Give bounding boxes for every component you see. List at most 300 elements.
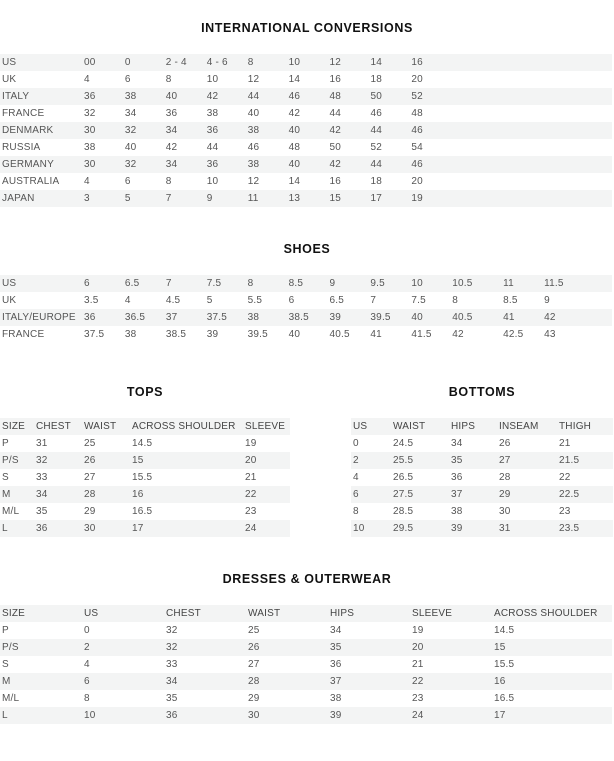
row-label: RUSSIA bbox=[2, 142, 41, 153]
table-cell: 42 bbox=[328, 156, 369, 173]
table-cell: 42 bbox=[205, 88, 246, 105]
table-cell: 10 bbox=[409, 275, 450, 292]
table-row bbox=[0, 309, 612, 326]
table-cell: 11 bbox=[501, 275, 542, 292]
table-row bbox=[351, 486, 613, 503]
table-cell: 32 bbox=[123, 156, 164, 173]
table-cell: 4 bbox=[83, 74, 90, 85]
table-cell: 38.5 bbox=[287, 309, 328, 326]
table-cell: 28 bbox=[82, 486, 130, 503]
column-header: US bbox=[351, 418, 391, 435]
row-label: ITALY bbox=[0, 88, 82, 105]
table-cell: 27.5 bbox=[391, 486, 449, 503]
table-cell: 18 bbox=[370, 176, 382, 187]
table-cell: 4.5 bbox=[165, 295, 181, 306]
table-cell: 10 bbox=[206, 74, 219, 85]
table-cell: 36.5 bbox=[123, 309, 164, 326]
table-cell: 32 bbox=[123, 122, 164, 139]
table-cell: 17 bbox=[492, 707, 612, 724]
table-cell: 22 bbox=[410, 673, 492, 690]
table-cell: 19 bbox=[409, 190, 612, 207]
table-row bbox=[0, 105, 612, 122]
table-cell: 35 bbox=[449, 452, 497, 469]
bottoms-table bbox=[351, 418, 613, 537]
table-cell: 6 bbox=[124, 176, 131, 187]
table-cell: 36 bbox=[82, 309, 123, 326]
table-cell: 39.5 bbox=[368, 309, 409, 326]
table-cell: 50 bbox=[329, 142, 342, 153]
table-cell: 13 bbox=[287, 190, 328, 207]
table-cell: 41 bbox=[370, 329, 382, 340]
table-row bbox=[0, 292, 612, 309]
table-cell: 38 bbox=[246, 156, 287, 173]
table-cell: 35 bbox=[328, 639, 410, 656]
table-cell: 40.5 bbox=[329, 329, 350, 340]
column-header: ACROSS SHOULDER bbox=[492, 605, 612, 622]
table-cell: 7.5 bbox=[205, 275, 246, 292]
table-cell: 34 bbox=[451, 438, 463, 449]
table-cell: 9 bbox=[205, 190, 246, 207]
row-label: US bbox=[0, 275, 82, 292]
table-cell: 31 bbox=[36, 438, 48, 449]
table-row bbox=[351, 452, 613, 469]
table-cell: 34 bbox=[164, 122, 205, 139]
table-cell: 21 bbox=[245, 472, 257, 483]
table-cell: 00 bbox=[82, 54, 123, 71]
table-cell: 38 bbox=[330, 693, 342, 704]
table-cell: 8 bbox=[84, 693, 90, 704]
table-cell: 8.5 bbox=[503, 295, 518, 306]
table-cell: 10 bbox=[82, 707, 164, 724]
table-cell: 6 bbox=[288, 295, 295, 306]
table-cell: 6 bbox=[82, 275, 123, 292]
table-cell: 39 bbox=[449, 520, 497, 537]
table-cell: 29 bbox=[248, 693, 260, 704]
table-cell: 22 bbox=[559, 472, 571, 483]
row-label: DENMARK bbox=[0, 122, 82, 139]
row-label: UK bbox=[2, 295, 17, 306]
table-row bbox=[0, 139, 612, 156]
tops-title: TOPS bbox=[126, 385, 164, 399]
row-label: 4 bbox=[353, 472, 359, 483]
table-cell: 12 bbox=[328, 54, 369, 71]
table-row bbox=[0, 326, 612, 343]
table-cell: 33 bbox=[166, 659, 178, 670]
table-row bbox=[0, 54, 612, 71]
table-cell: 29 bbox=[84, 506, 96, 517]
table-cell: 26 bbox=[499, 438, 511, 449]
row-label: P/S bbox=[0, 639, 82, 656]
table-row bbox=[0, 503, 290, 520]
table-cell: 8 bbox=[246, 275, 287, 292]
column-header: CHEST bbox=[34, 418, 82, 435]
column-header: HIPS bbox=[328, 605, 410, 622]
table-cell: 36 bbox=[82, 88, 123, 105]
dresses-header-row bbox=[0, 605, 612, 622]
table-row bbox=[351, 503, 613, 520]
table-cell: 27 bbox=[84, 472, 96, 483]
table-cell: 40 bbox=[247, 108, 260, 119]
table-cell: 31 bbox=[497, 520, 557, 537]
table-cell: 7 bbox=[370, 295, 377, 306]
table-cell: 22 bbox=[243, 486, 290, 503]
table-cell: 7.5 bbox=[411, 295, 426, 306]
table-cell: 5.5 bbox=[247, 295, 263, 306]
column-header: SLEEVE bbox=[410, 605, 492, 622]
bottoms-header-row bbox=[351, 418, 613, 435]
table-cell: 12 bbox=[247, 74, 260, 85]
table-cell: 2 bbox=[82, 639, 164, 656]
table-cell: 8 bbox=[165, 176, 172, 187]
table-cell: 28 bbox=[499, 472, 511, 483]
table-cell: 21.5 bbox=[557, 452, 613, 469]
table-cell: 44 bbox=[368, 156, 409, 173]
table-row bbox=[0, 520, 290, 537]
table-cell: 38 bbox=[206, 108, 219, 119]
table-cell: 9.5 bbox=[368, 275, 409, 292]
table-cell: 23 bbox=[245, 506, 257, 517]
table-cell: 4 - 6 bbox=[205, 54, 246, 71]
row-label: FRANCE bbox=[2, 108, 45, 119]
table-cell: 17 bbox=[130, 520, 243, 537]
table-row bbox=[0, 275, 612, 292]
table-cell: 21 bbox=[559, 438, 571, 449]
table-cell: 20 bbox=[411, 176, 423, 187]
table-cell: 29.5 bbox=[391, 520, 449, 537]
table-cell: 32 bbox=[83, 108, 96, 119]
table-cell: 44 bbox=[368, 122, 409, 139]
table-cell: 18 bbox=[370, 74, 382, 85]
table-cell: 46 bbox=[409, 156, 612, 173]
column-header: ACROSS SHOULDER bbox=[130, 418, 243, 435]
column-header: SLEEVE bbox=[243, 418, 290, 435]
table-cell: 38 bbox=[123, 88, 164, 105]
row-label: S bbox=[2, 472, 9, 483]
table-cell: 25 bbox=[84, 438, 96, 449]
shoes-table bbox=[0, 275, 612, 343]
table-cell: 19 bbox=[412, 625, 424, 636]
dresses-outerwear-title: DRESSES & OUTERWEAR bbox=[222, 572, 392, 586]
table-row bbox=[0, 639, 612, 656]
table-row bbox=[351, 469, 613, 486]
table-cell: 54 bbox=[411, 142, 423, 153]
table-cell: 27 bbox=[497, 452, 557, 469]
table-cell: 37 bbox=[449, 486, 497, 503]
table-cell: 14.5 bbox=[132, 438, 153, 449]
table-cell: 30 bbox=[82, 156, 123, 173]
table-cell: 14 bbox=[368, 54, 409, 71]
table-cell: 4 bbox=[83, 176, 90, 187]
row-label: M bbox=[0, 486, 34, 503]
table-cell: 26 bbox=[82, 452, 130, 469]
table-cell: 39 bbox=[206, 329, 219, 340]
table-cell: 4 bbox=[124, 295, 131, 306]
column-header: US bbox=[82, 605, 164, 622]
table-row bbox=[0, 435, 290, 452]
table-cell: 15 bbox=[130, 452, 243, 469]
table-cell: 30 bbox=[82, 122, 123, 139]
table-cell: 22.5 bbox=[557, 486, 613, 503]
table-cell: 10 bbox=[287, 54, 328, 71]
row-label: GERMANY bbox=[0, 156, 82, 173]
row-label: ITALY/EUROPE bbox=[0, 309, 82, 326]
row-label: 2 bbox=[351, 452, 391, 469]
row-label: 8 bbox=[353, 506, 359, 517]
table-cell: 9 bbox=[544, 295, 550, 306]
table-cell: 25.5 bbox=[391, 452, 449, 469]
table-cell: 8 bbox=[452, 295, 459, 306]
table-cell: 40 bbox=[409, 309, 450, 326]
column-header: WAIST bbox=[82, 418, 130, 435]
table-cell: 15 bbox=[492, 639, 612, 656]
table-cell: 34 bbox=[330, 625, 342, 636]
dresses-outerwear-table bbox=[0, 605, 612, 724]
row-label: L bbox=[0, 707, 82, 724]
table-cell: 35 bbox=[36, 506, 48, 517]
table-cell: 34 bbox=[164, 673, 246, 690]
table-cell: 26.5 bbox=[393, 472, 414, 483]
column-header: INSEAM bbox=[497, 418, 557, 435]
table-cell: 16.5 bbox=[132, 506, 153, 517]
table-cell: 4 bbox=[84, 659, 90, 670]
table-cell: 26 bbox=[246, 639, 328, 656]
table-cell: 52 bbox=[370, 142, 382, 153]
table-cell: 38.5 bbox=[165, 329, 187, 340]
table-cell: 42.5 bbox=[503, 329, 524, 340]
table-cell: 40 bbox=[287, 122, 328, 139]
table-cell: 24.5 bbox=[393, 438, 414, 449]
table-cell: 35 bbox=[166, 693, 178, 704]
table-cell: 46 bbox=[370, 108, 382, 119]
table-cell: 46 bbox=[247, 142, 260, 153]
table-row bbox=[0, 622, 612, 639]
table-cell: 41 bbox=[501, 309, 542, 326]
table-row bbox=[0, 707, 612, 724]
table-cell: 6.5 bbox=[329, 295, 345, 306]
table-cell: 40 bbox=[124, 142, 137, 153]
column-header: SIZE bbox=[0, 605, 82, 622]
table-row bbox=[351, 520, 613, 537]
table-cell: 6.5 bbox=[123, 275, 164, 292]
table-row bbox=[0, 469, 290, 486]
table-cell: 36 bbox=[164, 707, 246, 724]
table-cell: 19 bbox=[245, 438, 257, 449]
table-cell: 52 bbox=[409, 88, 612, 105]
table-row bbox=[0, 656, 612, 673]
table-cell: 37 bbox=[328, 673, 410, 690]
table-row bbox=[0, 122, 612, 139]
table-row bbox=[0, 156, 612, 173]
column-header: SIZE bbox=[0, 418, 34, 435]
table-cell: 6 bbox=[82, 673, 164, 690]
row-label: FRANCE bbox=[2, 329, 45, 340]
table-cell: 32 bbox=[34, 452, 82, 469]
table-cell: 3.5 bbox=[83, 295, 99, 306]
table-cell: 32 bbox=[166, 625, 178, 636]
table-cell: 36 bbox=[34, 520, 82, 537]
row-label: JAPAN bbox=[0, 190, 82, 207]
table-cell: 40 bbox=[287, 156, 328, 173]
table-cell: 42 bbox=[542, 309, 612, 326]
table-cell: 48 bbox=[411, 108, 423, 119]
table-cell: 16 bbox=[492, 673, 612, 690]
table-cell: 2 - 4 bbox=[164, 54, 205, 71]
row-label: P bbox=[2, 625, 9, 636]
table-row bbox=[0, 190, 612, 207]
row-label: M/L bbox=[2, 693, 20, 704]
table-cell: 38 bbox=[246, 122, 287, 139]
international-conversions-title: INTERNATIONAL CONVERSIONS bbox=[201, 21, 413, 35]
bottoms-title: BOTTOMS bbox=[448, 385, 516, 399]
table-cell: 23 bbox=[559, 506, 571, 517]
table-cell: 50 bbox=[368, 88, 409, 105]
table-cell: 16 bbox=[329, 176, 342, 187]
table-row bbox=[0, 673, 612, 690]
table-cell: 36 bbox=[330, 659, 342, 670]
table-cell: 30 bbox=[246, 707, 328, 724]
table-row bbox=[0, 690, 612, 707]
table-cell: 30 bbox=[499, 506, 511, 517]
table-cell: 39 bbox=[328, 309, 369, 326]
row-label: M/L bbox=[2, 506, 20, 517]
shoes-title: SHOES bbox=[283, 242, 331, 256]
table-cell: 15.5 bbox=[132, 472, 153, 483]
table-cell: 8.5 bbox=[287, 275, 328, 292]
table-cell: 16.5 bbox=[494, 693, 515, 704]
table-cell: 14.5 bbox=[494, 625, 515, 636]
table-cell: 37.5 bbox=[83, 329, 105, 340]
table-cell: 8 bbox=[246, 54, 287, 71]
table-cell: 38 bbox=[124, 329, 137, 340]
table-cell: 39.5 bbox=[247, 329, 268, 340]
row-label: 0 bbox=[353, 438, 359, 449]
table-cell: 33 bbox=[36, 472, 48, 483]
table-cell: 12 bbox=[247, 176, 260, 187]
table-cell: 48 bbox=[328, 88, 369, 105]
table-cell: 9 bbox=[328, 275, 369, 292]
table-cell: 34 bbox=[34, 486, 82, 503]
table-cell: 10 bbox=[206, 176, 219, 187]
row-label: AUSTRALIA bbox=[2, 176, 60, 187]
tops-header-row bbox=[0, 418, 290, 435]
table-cell: 11.5 bbox=[542, 275, 612, 292]
table-cell: 30 bbox=[82, 520, 130, 537]
international-conversions-table bbox=[0, 54, 612, 207]
table-cell: 43 bbox=[544, 329, 556, 340]
table-row bbox=[0, 452, 290, 469]
table-cell: 15.5 bbox=[494, 659, 515, 670]
table-cell: 23 bbox=[412, 693, 424, 704]
row-label: P/S bbox=[0, 452, 34, 469]
table-cell: 36 bbox=[205, 122, 246, 139]
table-cell: 23.5 bbox=[557, 520, 613, 537]
table-cell: 15 bbox=[328, 190, 369, 207]
table-cell: 27 bbox=[248, 659, 260, 670]
table-cell: 46 bbox=[409, 122, 612, 139]
table-cell: 5 bbox=[206, 295, 213, 306]
table-cell: 20 bbox=[410, 639, 492, 656]
tops-table bbox=[0, 418, 290, 537]
table-cell: 40.5 bbox=[450, 309, 501, 326]
table-row bbox=[0, 71, 612, 88]
table-cell: 32 bbox=[164, 639, 246, 656]
row-label: L bbox=[0, 520, 34, 537]
table-cell: 20 bbox=[411, 74, 423, 85]
table-cell: 0 bbox=[84, 625, 90, 636]
table-cell: 7 bbox=[164, 190, 205, 207]
table-cell: 42 bbox=[288, 108, 301, 119]
row-label: UK bbox=[2, 74, 17, 85]
table-cell: 6 bbox=[124, 74, 131, 85]
table-row bbox=[351, 435, 613, 452]
column-header: HIPS bbox=[449, 418, 497, 435]
table-cell: 0 bbox=[123, 54, 164, 71]
table-cell: 24 bbox=[410, 707, 492, 724]
row-label: 6 bbox=[351, 486, 391, 503]
row-label: US bbox=[0, 54, 82, 71]
table-cell: 14 bbox=[288, 176, 301, 187]
table-cell: 5 bbox=[123, 190, 164, 207]
table-cell: 28.5 bbox=[393, 506, 414, 517]
table-cell: 48 bbox=[288, 142, 301, 153]
column-header: CHEST bbox=[164, 605, 246, 622]
table-cell: 37.5 bbox=[205, 309, 246, 326]
table-cell: 16 bbox=[130, 486, 243, 503]
table-cell: 20 bbox=[243, 452, 290, 469]
row-label: S bbox=[2, 659, 9, 670]
table-cell: 42 bbox=[328, 122, 369, 139]
table-cell: 36 bbox=[165, 108, 178, 119]
row-label: 10 bbox=[351, 520, 391, 537]
table-cell: 44 bbox=[206, 142, 219, 153]
table-row bbox=[0, 173, 612, 190]
table-cell: 44 bbox=[246, 88, 287, 105]
column-header: THIGH bbox=[557, 418, 613, 435]
table-cell: 38 bbox=[451, 506, 463, 517]
table-cell: 39 bbox=[328, 707, 410, 724]
table-cell: 34 bbox=[124, 108, 137, 119]
table-cell: 24 bbox=[243, 520, 290, 537]
table-cell: 17 bbox=[368, 190, 409, 207]
table-cell: 41.5 bbox=[411, 329, 432, 340]
table-cell: 7 bbox=[164, 275, 205, 292]
table-cell: 36 bbox=[451, 472, 463, 483]
table-cell: 16 bbox=[409, 54, 612, 71]
table-cell: 14 bbox=[288, 74, 301, 85]
table-cell: 8 bbox=[165, 74, 172, 85]
table-cell: 44 bbox=[329, 108, 342, 119]
table-row bbox=[0, 88, 612, 105]
table-cell: 34 bbox=[164, 156, 205, 173]
column-header: WAIST bbox=[391, 418, 449, 435]
table-cell: 16 bbox=[329, 74, 342, 85]
table-cell: 40 bbox=[288, 329, 301, 340]
row-label: M bbox=[0, 673, 82, 690]
table-cell: 21 bbox=[412, 659, 424, 670]
table-cell: 42 bbox=[165, 142, 178, 153]
table-cell: 46 bbox=[287, 88, 328, 105]
table-cell: 29 bbox=[497, 486, 557, 503]
column-header: WAIST bbox=[246, 605, 328, 622]
table-row bbox=[0, 486, 290, 503]
table-cell: 38 bbox=[83, 142, 96, 153]
table-cell: 3 bbox=[82, 190, 123, 207]
table-cell: 38 bbox=[246, 309, 287, 326]
table-cell: 36 bbox=[205, 156, 246, 173]
table-cell: 42 bbox=[452, 329, 464, 340]
table-cell: 40 bbox=[164, 88, 205, 105]
table-cell: 10.5 bbox=[450, 275, 501, 292]
